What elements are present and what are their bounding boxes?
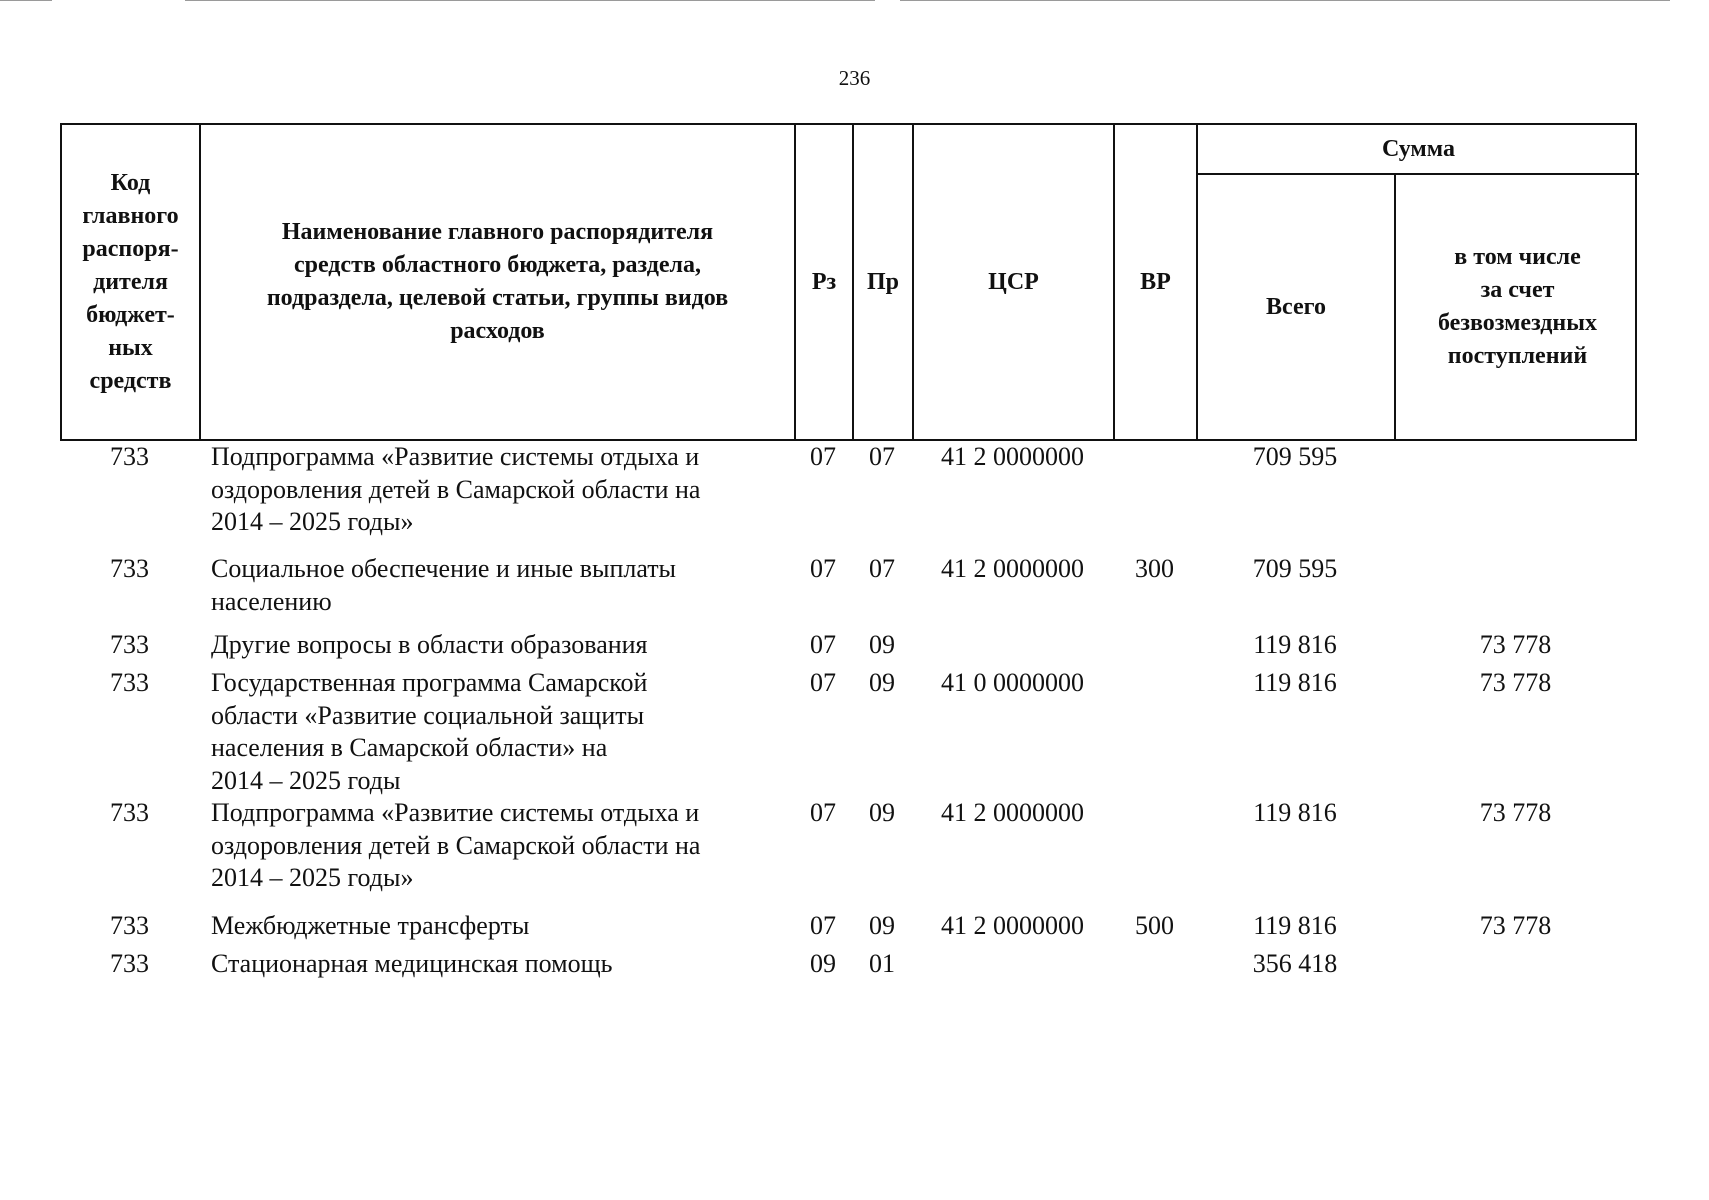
- cell-name: Подпрограмма «Развитие системы отдыха и оздоровления детей в Самарской области на 2014 – 2025 годы»: [211, 442, 701, 536]
- cell-rz: 07: [810, 668, 836, 697]
- header-name: Наименование главного распорядителя средств областного бюджета, раздела, подраздела, целевой статьи, группы видов расходов: [201, 125, 796, 439]
- cell-code: 733: [110, 554, 149, 583]
- cell-included: 73 778: [1479, 798, 1552, 827]
- header-total: Всего: [1198, 175, 1396, 439]
- cell-code: 733: [110, 668, 149, 697]
- header-pr: Пр: [854, 125, 914, 439]
- cell-pr: 07: [869, 554, 895, 583]
- cell-total: 709 595: [1252, 554, 1338, 583]
- header-sum: Сумма: [1198, 125, 1639, 175]
- scan-rule: [185, 0, 875, 1]
- cell-rz: 07: [810, 798, 836, 827]
- cell-vr: [1113, 441, 1196, 553]
- cell-vr: [1113, 797, 1196, 910]
- cell-name: Подпрограмма «Развитие системы отдыха и оздоровления детей в Самарской области на 2014 – 2025 годы»: [211, 798, 701, 892]
- table-body: [60, 441, 1637, 986]
- cell-pr: 09: [869, 798, 895, 827]
- cell-vr: 500: [1135, 911, 1174, 940]
- cell-name: Другие вопросы в области образования: [211, 630, 648, 659]
- cell-csr: [912, 629, 1113, 667]
- cell-vr: [1113, 629, 1196, 667]
- cell-vr: 300: [1135, 554, 1174, 583]
- cell-rz: 07: [810, 442, 836, 471]
- page-number: 236: [838, 66, 871, 90]
- scan-rule: [0, 0, 52, 1]
- cell-code: 733: [110, 949, 149, 978]
- header-rz: Рз: [796, 125, 854, 439]
- cell-code: 733: [110, 911, 149, 940]
- header-included: в том числе за счет безвозмездных поступлений: [1438, 244, 1597, 369]
- table-row: [60, 948, 1637, 986]
- cell-pr: 09: [869, 668, 895, 697]
- cell-included: [1394, 948, 1637, 986]
- cell-included: 73 778: [1479, 668, 1552, 697]
- cell-csr: 41 2 0000000: [941, 554, 1084, 583]
- cell-rz: 07: [810, 911, 836, 940]
- cell-total: 119 816: [1253, 798, 1337, 827]
- header-code: Код главного распоря- дителя бюджет- ных средств: [62, 125, 201, 439]
- cell-total: 709 595: [1252, 442, 1338, 471]
- cell-pr: 01: [869, 949, 895, 978]
- table-row: [60, 441, 1637, 553]
- cell-total: 119 816: [1253, 630, 1337, 659]
- table-row: [60, 553, 1637, 629]
- cell-name: Государственная программа Самарской области «Развитие социальной защиты населения в Самарской области» на 2014 – 2025 годы: [211, 668, 648, 795]
- header-vr: ВР: [1115, 125, 1198, 439]
- cell-name: Стационарная медицинская помощь: [211, 949, 613, 978]
- cell-pr: 07: [869, 442, 895, 471]
- cell-name: Социальное обеспечение и иные выплаты населению: [211, 554, 677, 616]
- table-row: [60, 667, 1637, 797]
- cell-csr: 41 2 0000000: [941, 911, 1084, 940]
- cell-code: 733: [110, 630, 149, 659]
- cell-csr: 41 2 0000000: [941, 798, 1084, 827]
- cell-csr: [912, 948, 1113, 986]
- cell-rz: 09: [810, 949, 836, 978]
- cell-vr: [1113, 667, 1196, 797]
- cell-vr: [1113, 948, 1196, 986]
- table-row: [60, 910, 1637, 948]
- scan-rule: [900, 0, 1670, 1]
- cell-pr: 09: [869, 630, 895, 659]
- cell-included: [1394, 441, 1637, 553]
- cell-code: 733: [110, 798, 149, 827]
- cell-code: 733: [110, 442, 149, 471]
- cell-total: 356 418: [1252, 949, 1338, 978]
- cell-rz: 07: [810, 630, 836, 659]
- cell-included: [1394, 553, 1637, 629]
- cell-total: 119 816: [1253, 911, 1337, 940]
- cell-pr: 09: [869, 911, 895, 940]
- cell-rz: 07: [810, 554, 836, 583]
- table-row: [60, 629, 1637, 667]
- cell-included: 73 778: [1479, 911, 1552, 940]
- cell-included: 73 778: [1479, 630, 1552, 659]
- cell-total: 119 816: [1253, 668, 1337, 697]
- cell-csr: 41 2 0000000: [941, 442, 1084, 471]
- table-row: [60, 797, 1637, 910]
- header-csr: ЦСР: [914, 125, 1115, 439]
- cell-csr: 41 0 0000000: [941, 668, 1084, 697]
- table-header: [60, 123, 1637, 441]
- cell-name: Межбюджетные трансферты: [211, 911, 530, 940]
